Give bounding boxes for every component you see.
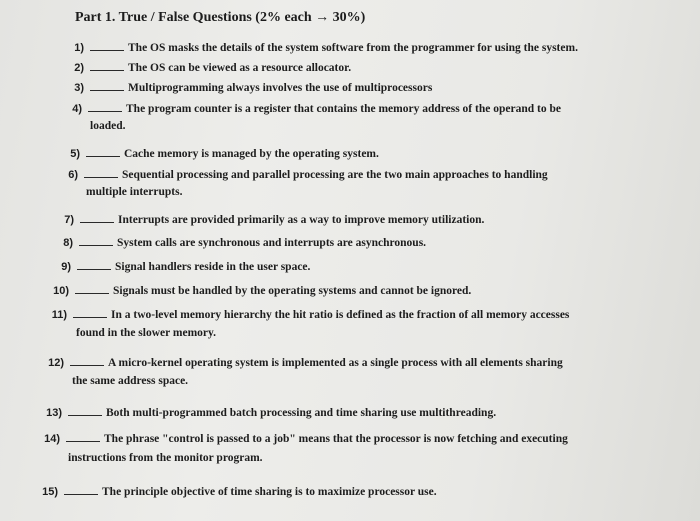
question-text: Cache memory is managed by the operating system.	[124, 148, 379, 160]
answer-blank[interactable]	[79, 235, 113, 246]
question-9	[49, 255, 310, 274]
question-text: Both multi-programmed batch processing and time sharing use multithreading.	[106, 407, 497, 419]
question-text: The OS masks the details of the system software from the programmer for using the system.	[128, 42, 578, 54]
question-text: In a two-level memory hierarchy the hit ratio is defined as the fraction of all memory accesses	[111, 309, 570, 321]
question-text: Multiprogramming always involves the use of multiprocessors	[128, 82, 433, 94]
question-text: A micro-kernel operating system is implemented as a single process with all elements sharing	[108, 357, 563, 369]
question-6-continuation: multiple interrupts.	[86, 186, 183, 198]
question-number: 10)	[53, 285, 69, 297]
question-10	[47, 279, 471, 298]
question-2	[62, 56, 351, 75]
question-14	[38, 427, 568, 446]
question-text: Interrupts are provided primarily as a way to improve memory utilization.	[118, 214, 485, 226]
answer-blank[interactable]	[68, 405, 102, 416]
question-8	[51, 231, 426, 250]
question-number: 6)	[68, 169, 78, 181]
question-text: The principle objective of time sharing is to maximize processor use.	[102, 486, 437, 498]
question-text: System calls are synchronous and interrupts are asynchronous.	[117, 237, 427, 249]
question-3	[62, 76, 432, 95]
question-5	[58, 142, 379, 161]
question-number: 7)	[64, 214, 74, 226]
question-number: 14)	[44, 433, 60, 445]
question-number: 5)	[70, 148, 80, 160]
question-text: The phrase "control is passed to a job" means that the processor is now fetching and executing	[104, 433, 568, 445]
answer-blank[interactable]	[84, 167, 118, 178]
question-number: 12)	[48, 357, 64, 369]
question-text: The program counter is a register that contains the memory address of the operand to be	[126, 103, 561, 115]
question-11-continuation: found in the slower memory.	[76, 327, 217, 339]
answer-blank[interactable]	[64, 484, 98, 495]
question-number: 13)	[46, 407, 62, 419]
question-number: 1)	[74, 42, 84, 54]
section-heading: Part 1. True / False Questions (2% each → 30%)	[75, 10, 366, 25]
question-15	[36, 480, 437, 499]
question-11	[45, 303, 569, 322]
answer-blank[interactable]	[73, 307, 107, 318]
answer-blank[interactable]	[86, 146, 120, 157]
question-number: 4)	[72, 103, 82, 115]
question-1	[62, 36, 578, 55]
question-4	[60, 97, 561, 116]
question-13	[40, 401, 496, 420]
question-number: 11)	[51, 309, 67, 321]
answer-blank[interactable]	[90, 80, 124, 91]
question-number: 8)	[63, 237, 73, 249]
question-number: 15)	[42, 486, 58, 498]
question-7	[52, 208, 484, 227]
answer-blank[interactable]	[70, 355, 104, 366]
answer-blank[interactable]	[77, 259, 111, 270]
question-number: 9)	[61, 261, 71, 273]
answer-blank[interactable]	[66, 431, 100, 442]
question-number: 2)	[74, 62, 84, 74]
question-4-continuation: loaded.	[90, 120, 126, 132]
question-14-continuation: instructions from the monitor program.	[68, 452, 263, 464]
answer-blank[interactable]	[80, 212, 114, 223]
question-text: Signals must be handled by the operating systems and cannot be ignored.	[113, 285, 472, 297]
question-text: Sequential processing and parallel processing are the two main approaches to handling	[122, 169, 548, 181]
question-12	[42, 351, 563, 370]
question-12-continuation: the same address space.	[72, 375, 189, 387]
question-6	[56, 163, 548, 182]
answer-blank[interactable]	[90, 60, 124, 71]
question-text: The OS can be viewed as a resource allocator.	[128, 62, 352, 74]
question-text: Signal handlers reside in the user space.	[115, 261, 311, 273]
answer-blank[interactable]	[90, 40, 124, 51]
answer-blank[interactable]	[75, 283, 109, 294]
answer-blank[interactable]	[88, 101, 122, 112]
question-number: 3)	[74, 82, 84, 94]
